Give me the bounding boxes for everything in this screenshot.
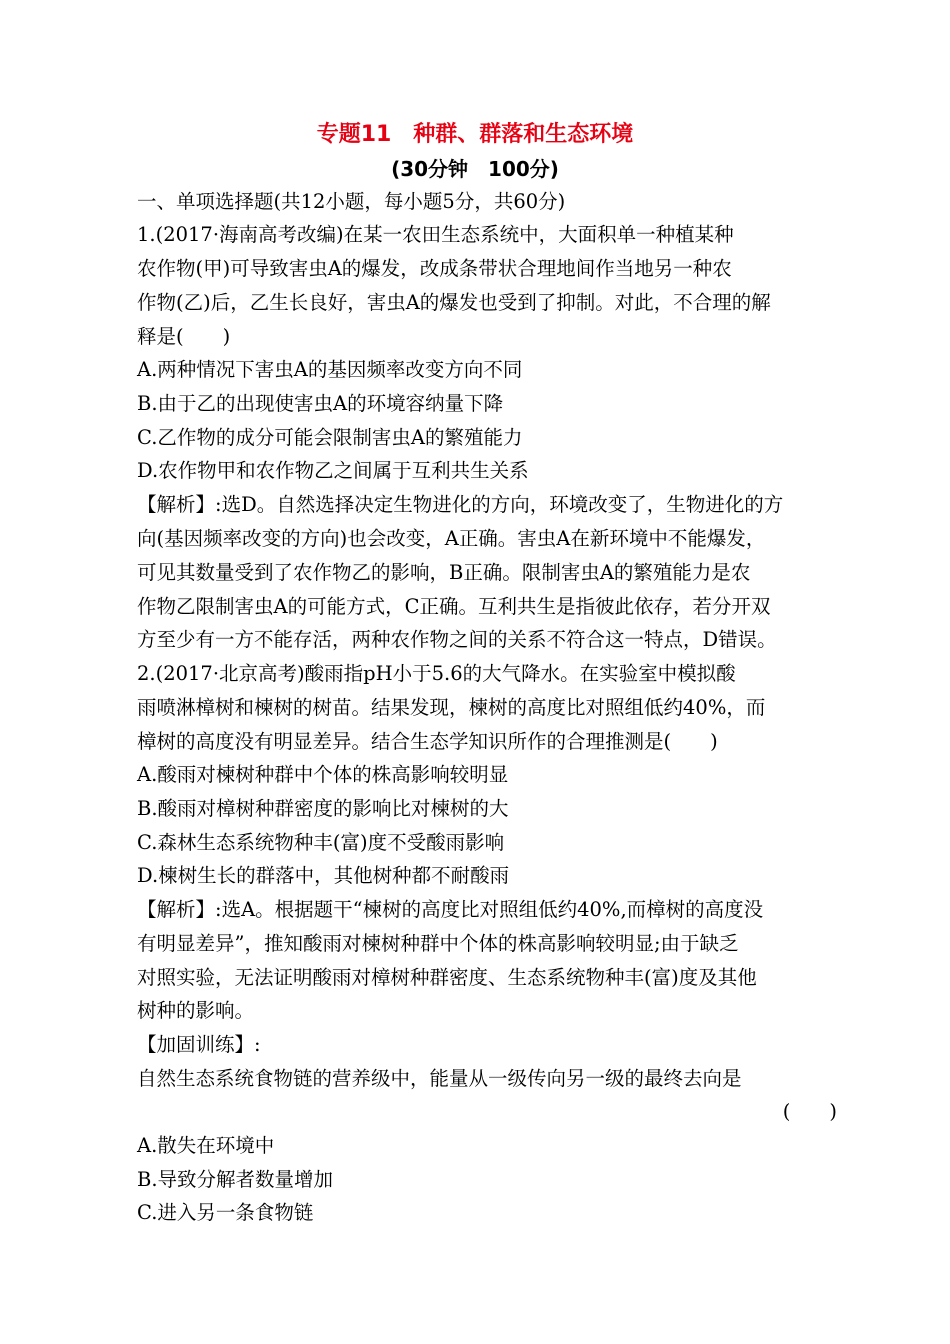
reinforce-option-a: A.散失在环境中 — [137, 1134, 275, 1157]
q1-option-b: B.由于乙的出现使害虫A的环境容纳量下降 — [137, 392, 504, 415]
q2-option-a: A.酸雨对楝树种群中个体的株高影响较明显 — [137, 763, 509, 786]
reinforce-answer-paren: ( ) — [782, 1100, 837, 1123]
q2-analysis-line: 【解析】:选A。根据题干“楝树的高度比对照组低约40%,而樟树的高度没 — [137, 898, 764, 921]
reinforce-question: 自然生态系统食物链的营养级中，能量从一级传向另一级的最终去向是 — [137, 1067, 742, 1090]
section-heading: 一、单项选择题(共12小题，每小题5分，共60分) — [137, 190, 566, 213]
q2-option-b: B.酸雨对樟树种群密度的影响比对楝树的大 — [137, 797, 509, 820]
q1-analysis-line: 向(基因频率改变的方向)也会改变，A正确。害虫A在新环境中不能爆发， — [137, 527, 766, 550]
q1-option-d: D.农作物甲和农作物乙之间属于互利共生关系 — [137, 459, 529, 482]
q2-stem-line: 樟树的高度没有明显差异。结合生态学知识所作的合理推测是( ) — [137, 730, 718, 753]
reinforce-heading: 【加固训练】: — [137, 1033, 261, 1056]
reinforce-option-b: B.导致分解者数量增加 — [137, 1168, 334, 1191]
q1-analysis-line: 方至少有一方不能存活，两种农作物之间的关系不符合这一特点，D错误。 — [137, 628, 777, 651]
q2-analysis-line: 对照实验，无法证明酸雨对樟树种群密度、生态系统物种丰(富)度及其他 — [137, 966, 757, 989]
q2-option-d: D.楝树生长的群落中，其他树种都不耐酸雨 — [137, 864, 510, 887]
page-subtitle: (30分钟 100分) — [391, 157, 559, 181]
q1-stem-line: 释是( ) — [137, 325, 231, 348]
page-title: 专题11 种群、群落和生态环境 — [316, 122, 634, 147]
q1-stem-line: 1.(2017·海南高考改编)在某一农田生态系统中，大面积单一种植某种 — [137, 223, 734, 246]
q1-stem-line: 作物(乙)后，乙生长良好，害虫A的爆发也受到了抑制。对此，不合理的解 — [137, 291, 771, 314]
q2-stem-line: 2.(2017·北京高考)酸雨指pH小于5.6的大气降水。在实验室中模拟酸 — [137, 662, 736, 685]
q1-option-a: A.两种情况下害虫A的基因频率改变方向不同 — [137, 358, 523, 381]
q2-analysis-line: 树种的影响。 — [137, 999, 255, 1022]
reinforce-option-c: C.进入另一条食物链 — [137, 1201, 314, 1224]
q1-analysis-line: 可见其数量受到了农作物乙的影响，B正确。限制害虫A的繁殖能力是农 — [137, 561, 751, 584]
q1-option-c: C.乙作物的成分可能会限制害虫A的繁殖能力 — [137, 426, 523, 449]
q2-analysis-line: 有明显差异”，推知酸雨对楝树种群中个体的株高影响较明显;由于缺乏 — [137, 932, 739, 955]
q1-analysis-line: 作物乙限制害虫A的可能方式，C正确。互利共生是指彼此依存，若分开双 — [137, 595, 771, 618]
q2-option-c: C.森林生态系统物种丰(富)度不受酸雨影响 — [137, 831, 505, 854]
q1-stem-line: 农作物(甲)可导致害虫A的爆发，改成条带状合理地间作当地另一种农 — [137, 257, 732, 280]
q1-analysis-line: 【解析】:选D。自然选择决定生物进化的方向，环境改变了，生物进化的方 — [137, 493, 784, 516]
q2-stem-line: 雨喷淋樟树和楝树的树苗。结果发现，楝树的高度比对照组低约40%，而 — [137, 696, 766, 719]
